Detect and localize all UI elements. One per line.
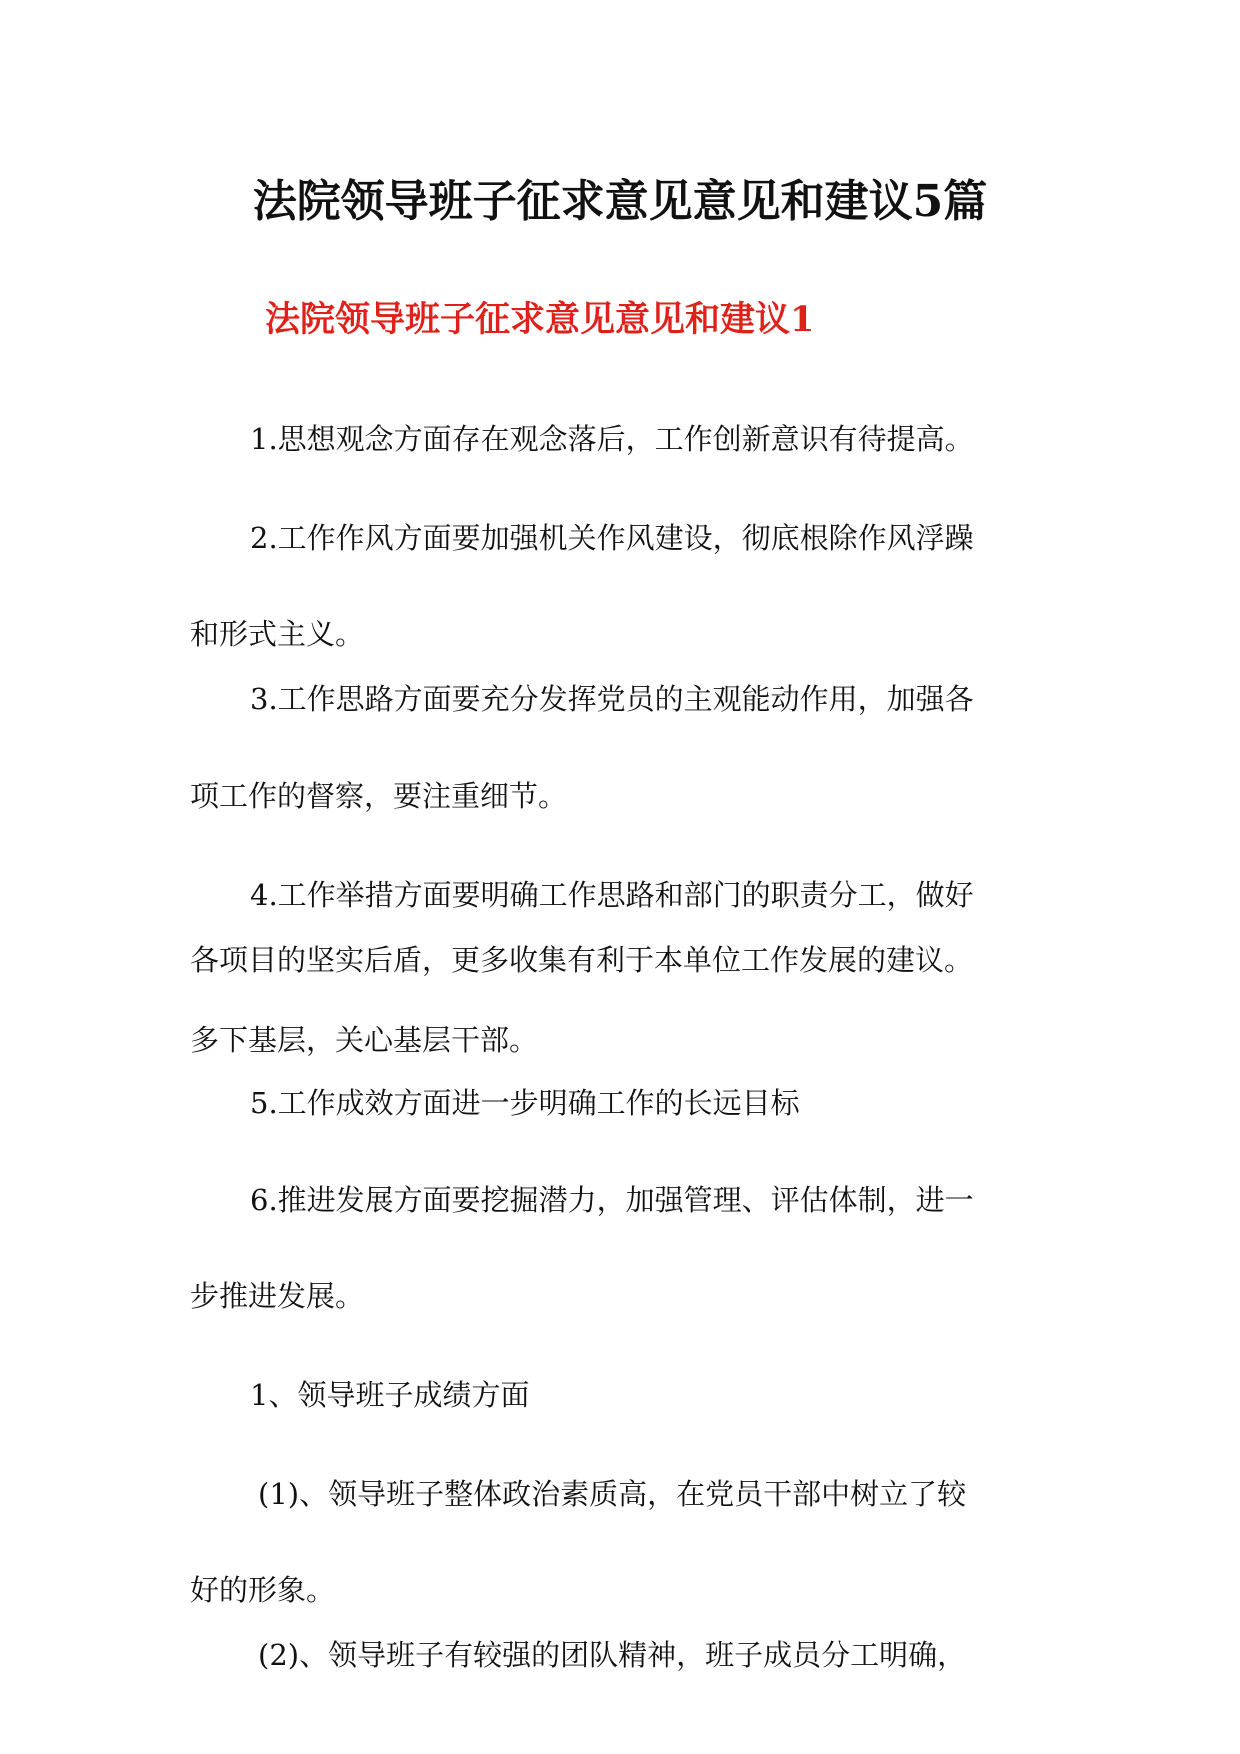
section-heading: 法院领导班子征求意见意见和建议1 — [265, 299, 815, 340]
paragraph-line: 2.工作作风方面要加强机关作风建设，彻底根除作风浮躁 — [250, 521, 974, 555]
paragraph-line: 各项目的坚实后盾，更多收集有利于本单位工作发展的建议。 — [190, 943, 974, 977]
paragraph-line: 3.工作思路方面要充分发挥党员的主观能动作用，加强各 — [250, 682, 974, 716]
paragraph-line: (1)、领导班子整体政治素质高，在党员干部中树立了较 — [258, 1477, 967, 1511]
paragraph-line: 4.工作举措方面要明确工作思路和部门的职责分工，做好 — [250, 878, 974, 912]
paragraph-line: 好的形象。 — [190, 1573, 336, 1607]
document-title: 法院领导班子征求意见意见和建议5篇 — [252, 176, 988, 227]
paragraph-line: 1.思想观念方面存在观念落后，工作创新意识有待提高。 — [250, 422, 974, 456]
paragraph-line: 项工作的督察，要注重细节。 — [190, 779, 568, 813]
paragraph-line: 和形式主义。 — [190, 617, 365, 651]
paragraph-line: 1、领导班子成绩方面 — [250, 1378, 530, 1412]
paragraph-line: 步推进发展。 — [190, 1279, 365, 1313]
paragraph-line: 多下基层，关心基层干部。 — [190, 1023, 539, 1057]
paragraph-line: (2)、领导班子有较强的团队精神，班子成员分工明确， — [258, 1638, 967, 1672]
paragraph-line: 6.推进发展方面要挖掘潜力，加强管理、评估体制，进一 — [250, 1183, 974, 1217]
paragraph-line: 5.工作成效方面进一步明确工作的长远目标 — [250, 1086, 800, 1120]
